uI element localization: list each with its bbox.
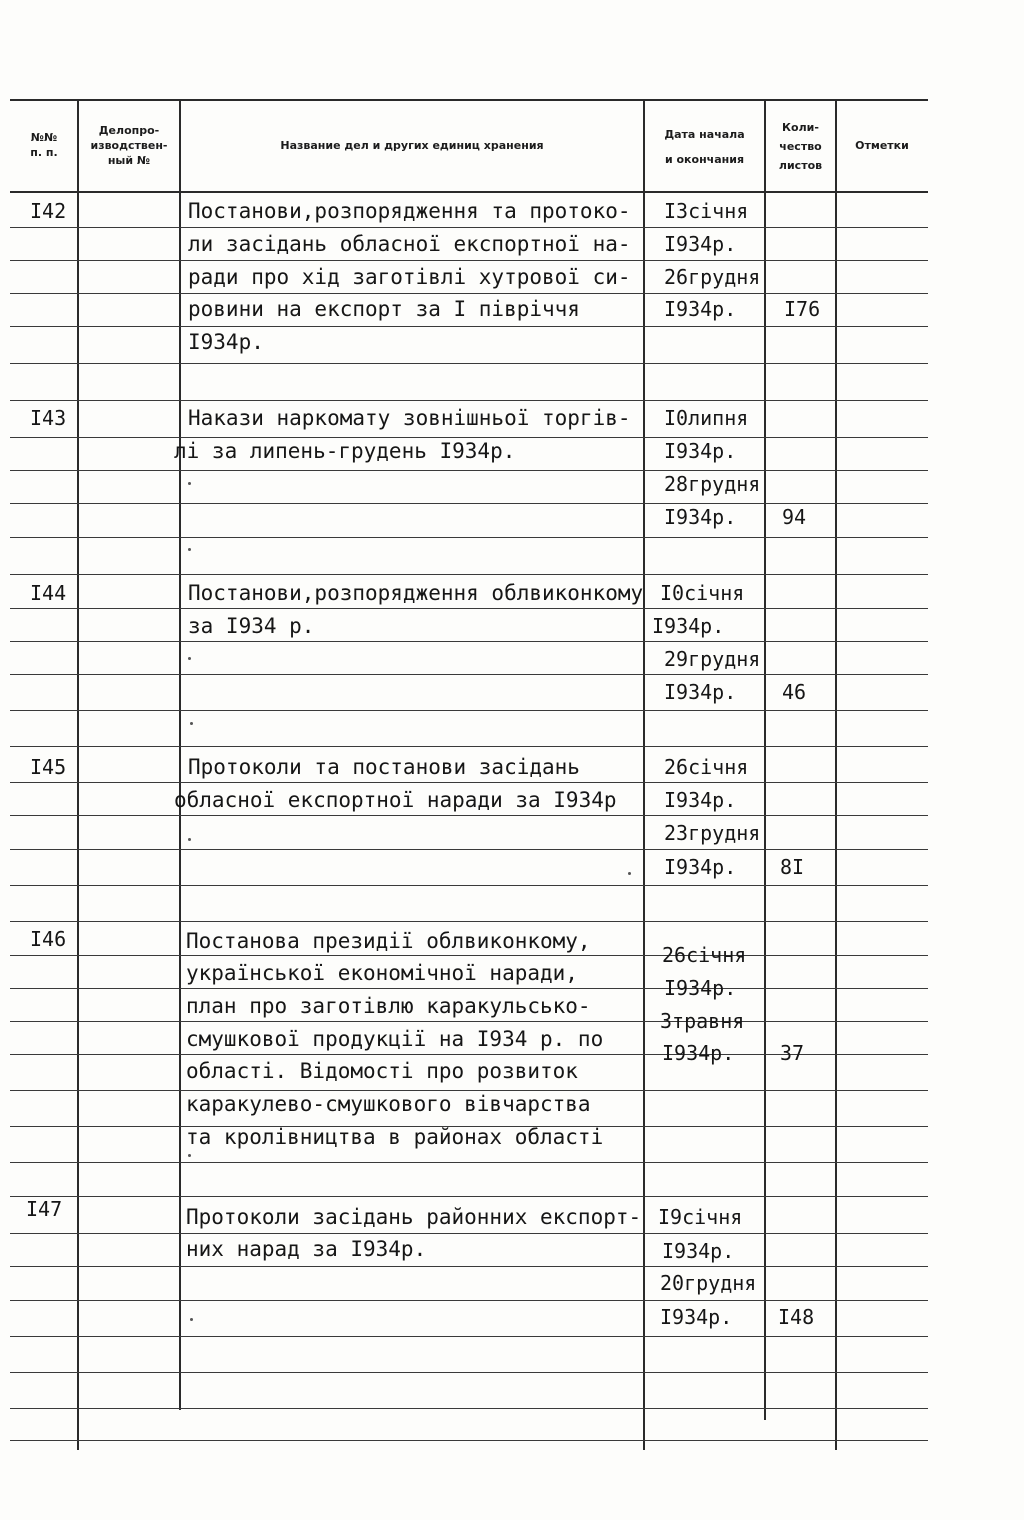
record-title-line: лі за липень-грудень I934р. — [174, 439, 516, 463]
record-end-year: I934р. — [662, 1041, 735, 1065]
header-row-number-line1: №№ — [30, 131, 58, 144]
record-title-line: них нарад за I934р. — [186, 1237, 427, 1261]
record-start-year: I934р. — [664, 788, 737, 812]
ruled-line — [10, 815, 928, 816]
record-title-line: Накази наркомату зовнішньої торгів- — [188, 406, 631, 430]
ruled-line — [10, 326, 928, 327]
col-divider-5 — [835, 100, 837, 1450]
header-office-line2: изводствен- — [90, 138, 168, 152]
header-dates — [646, 110, 763, 184]
col-divider-3 — [643, 100, 645, 1450]
record-end-day: 23грудня — [664, 821, 761, 845]
record-title-line: ли засідань обласної експортної на- — [188, 232, 631, 256]
ruled-line — [10, 227, 928, 228]
record-sheet-count: 94 — [782, 505, 807, 529]
header-row-number-line2: п. п. — [30, 146, 58, 159]
header-sheet-count — [767, 108, 834, 184]
ruled-line — [10, 1372, 928, 1373]
ruled-line — [10, 1408, 928, 1409]
ruled-line — [10, 674, 928, 675]
record-title-line: Постанови,розпорядження та протоко- — [188, 199, 631, 223]
ruled-line — [10, 955, 928, 956]
record-start-day: I9січня — [658, 1205, 743, 1229]
scan-speck — [188, 657, 191, 660]
col-divider-2 — [179, 100, 181, 1410]
record-sheet-count: I48 — [778, 1305, 815, 1329]
header-count-line1: Коли- — [782, 120, 819, 134]
ruled-line — [10, 1233, 928, 1234]
header-count-line2: чество — [779, 139, 822, 153]
record-start-day: I0липня — [664, 406, 749, 430]
col-divider-1 — [77, 100, 79, 1450]
ruled-line — [10, 437, 928, 438]
record-title-line: обласної експортної наради за I934р — [174, 788, 617, 812]
record-title-line: каракулево-смушкового вівчарства — [186, 1092, 591, 1116]
record-title-line: української економічної наради, — [186, 961, 578, 985]
ruled-line — [10, 1266, 928, 1267]
header-count-line3: листов — [778, 158, 823, 172]
record-start-year: I934р. — [662, 1239, 735, 1263]
ruled-line — [10, 470, 928, 471]
ruled-line — [10, 1300, 928, 1301]
record-title-line: за I934 р. — [188, 614, 315, 638]
header-bottom-border — [10, 191, 928, 193]
record-start-day: 26січня — [664, 755, 749, 779]
ruled-line — [10, 1162, 928, 1163]
ruled-line — [10, 400, 928, 401]
record-number: I43 — [30, 406, 67, 430]
record-number: I45 — [30, 755, 67, 779]
col-divider-4 — [764, 100, 766, 1420]
ruled-line — [10, 608, 928, 609]
record-end-year: I934р. — [660, 1305, 733, 1329]
ruled-line — [10, 988, 928, 989]
header-dates-line1: Дата начала — [664, 128, 745, 141]
record-title-line: ровини на експорт за I півріччя — [188, 297, 580, 321]
scan-speck — [188, 548, 191, 551]
ruled-line — [10, 260, 928, 261]
scan-speck — [188, 1154, 191, 1157]
record-title-line: смушкової продукції на I934 р. по — [186, 1027, 604, 1051]
header-notes-text: Отметки — [855, 138, 909, 152]
ruled-line — [10, 710, 928, 711]
record-title-line: Протоколи та постанови засідань — [188, 755, 580, 779]
record-sheet-count: 46 — [782, 680, 807, 704]
scan-speck — [188, 838, 191, 841]
record-title-line: ради про хід заготівлі хутрової си- — [188, 265, 631, 289]
record-end-day: 28грудня — [664, 472, 761, 496]
record-number: I47 — [26, 1197, 63, 1221]
record-start-day: I3січня — [664, 199, 749, 223]
ruled-line — [10, 641, 928, 642]
record-title-line: Протоколи засідань районних експорт- — [186, 1205, 642, 1229]
ruled-line — [10, 782, 928, 783]
record-sheet-count: 37 — [780, 1041, 805, 1065]
record-end-day: 3травня — [660, 1009, 745, 1033]
header-title-text: Название дел и других единиц хранения — [280, 138, 544, 152]
ruled-line — [10, 849, 928, 850]
record-start-year: I934р. — [664, 232, 737, 256]
record-end-year: I934р. — [664, 680, 737, 704]
ruled-line — [10, 574, 928, 575]
record-number: I44 — [30, 581, 67, 605]
ruled-line — [10, 503, 928, 504]
ruled-line — [10, 293, 928, 294]
header-row-number — [12, 110, 76, 180]
record-title-line: та кролівництва в районах області — [186, 1125, 604, 1149]
record-end-year: I934р. — [664, 505, 737, 529]
record-number: I42 — [30, 199, 67, 223]
header-dates-line2: и окончания — [664, 153, 745, 166]
ruled-line — [10, 1090, 928, 1091]
header-office-line3: ный № — [107, 153, 151, 167]
record-start-day: I0січня — [660, 581, 745, 605]
ruled-line — [10, 921, 928, 922]
record-start-year: I934р. — [664, 976, 737, 1000]
record-sheet-count: 8I — [780, 855, 805, 879]
header-office-number — [80, 108, 178, 182]
record-sheet-count: I76 — [784, 297, 821, 321]
record-end-year: I934р. — [664, 297, 737, 321]
record-start-year: I934р. — [652, 614, 725, 638]
ruled-line — [10, 885, 928, 886]
record-end-day: 20грудня — [660, 1271, 757, 1295]
record-title-line: I934р. — [188, 330, 264, 354]
ruled-line — [10, 1336, 928, 1337]
table-top-border — [10, 99, 928, 101]
record-title-line: Постанова президії облвиконкому, — [186, 929, 591, 953]
record-end-year: I934р. — [664, 855, 737, 879]
record-end-day: 29грудня — [664, 647, 761, 671]
record-title-line: області. Відомості про розвиток — [186, 1059, 578, 1083]
ruled-line — [10, 1440, 928, 1441]
scan-speck — [188, 482, 191, 485]
header-notes — [838, 110, 926, 180]
scan-speck — [628, 872, 631, 875]
ruled-line — [10, 746, 928, 747]
header-office-line1: Делопро- — [98, 123, 160, 137]
header-title — [182, 110, 642, 180]
record-start-year: I934р. — [664, 439, 737, 463]
ruled-line — [10, 363, 928, 364]
ruled-line — [10, 1196, 928, 1197]
record-start-day: 26січня — [662, 943, 747, 967]
record-end-day: 26грудня — [664, 265, 761, 289]
record-number: I46 — [30, 927, 67, 951]
record-title-line: Постанови,розпорядження облвиконкому — [188, 581, 644, 605]
scan-speck — [190, 722, 193, 725]
scan-speck — [190, 1318, 193, 1321]
record-title-line: план про заготівлю каракульсько- — [186, 994, 591, 1018]
ruled-line — [10, 537, 928, 538]
ruled-line — [10, 1021, 928, 1022]
